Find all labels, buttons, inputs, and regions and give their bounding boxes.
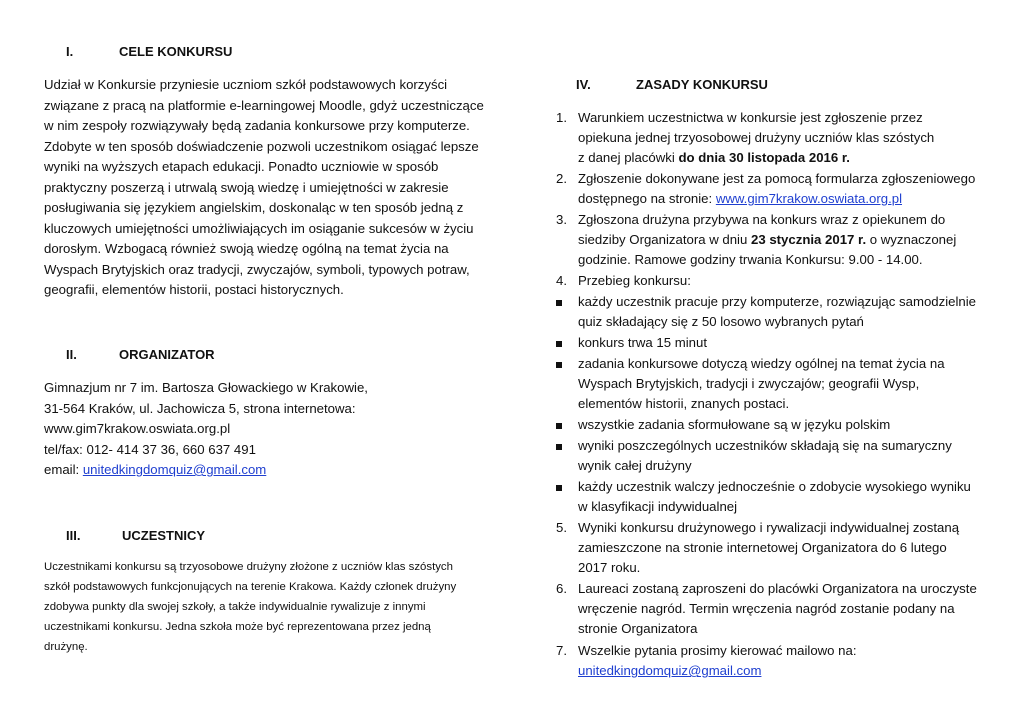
paragraph-line: drużynę.: [44, 641, 88, 653]
paragraph-line: zdobywa punkty dla swojej szkoły, a także indywidualnie rywalizuje z innymi: [44, 601, 426, 613]
paragraph-line: praktyczny poszerzą i utrwalą swoją wiedzę i umiejętności w zakresie: [44, 179, 449, 195]
item-line: [578, 189, 975, 209]
section-number: I.: [66, 44, 74, 59]
contact-email-link[interactable]: unitedkingdomquiz@gmail.com: [578, 663, 762, 679]
bullet-line: quiz składający się z 50 losowo wybranych pytań: [578, 314, 864, 330]
section-title: CELE KONKURSU: [119, 44, 233, 59]
paragraph-line: uczestnikami konkursu. Jedna szkoła może być reprezentowana przez jedną: [44, 621, 431, 633]
paragraph-line: Udział w Konkursie przyniesie uczniom szkół podstawowych korzyści: [44, 77, 448, 92]
section-title: ZASADY KONKURSU: [636, 77, 768, 92]
paragraph-line: posługiwania się językiem angielskim, doskonaląc w ten sposób jedną z: [44, 200, 464, 215]
bullet-line: elementów historii, znanych postaci.: [578, 396, 790, 412]
bullet-line: wynik całej drużyny: [578, 458, 692, 474]
paragraph-line: związane z pracą na platformie e-learningowej Moodle, gdyż uczestniczące: [44, 97, 484, 113]
item-line: Warunkiem uczestnictwa w konkursie jest zgłoszenie przez: [578, 110, 923, 125]
organizator-info: [44, 378, 368, 481]
item-text: dostępnego na stronie:: [578, 191, 716, 207]
bullet-line: wszystkie zadania sformułowane są w języku polskim: [578, 417, 891, 432]
item-line: Wyniki konkursu drużynowego i rywalizacji indywidualnej zostaną: [578, 520, 960, 535]
bullet-icon: [556, 415, 562, 435]
item-line: stronie Organizatora: [578, 621, 698, 637]
item-text: siedziby Organizatora w dniu: [578, 232, 751, 248]
organizer-email-line: [44, 460, 368, 481]
bullet-icon: [556, 477, 562, 497]
website-link[interactable]: www.gim7krakow.oswiata.org.pl: [715, 191, 903, 207]
item-line: opiekuna jednej trzyosobowej drużyny uczniów klas szóstych: [578, 130, 935, 146]
bullet-icon: [556, 436, 562, 456]
paragraph-line: geografii, elementów historii, postaci historycznych.: [44, 282, 344, 297]
item-line: Zgłoszenie dokonywane jest za pomocą formularza zgłoszeniowego: [578, 171, 976, 186]
organizer-address-line: 31-564 Kraków, ul. Jachowicza 5, strona internetowa:: [44, 400, 356, 416]
uczestnicy-paragraph: [44, 557, 456, 657]
organizer-email-link[interactable]: unitedkingdomquiz@gmail.com: [82, 462, 267, 477]
item-line: Przebieg konkursu:: [578, 273, 691, 288]
paragraph-line: Uczestnikami konkursu są trzyosobowe drużyny złożone z uczniów klas szóstych: [44, 561, 453, 573]
paragraph-line: wyniki na wyższych etapach edukacji. Ponadto uczniowie w sposób: [44, 159, 439, 174]
item-number: 5.: [556, 520, 567, 535]
item-line: Zgłoszona drużyna przybywa na konkurs wraz z opiekunem do: [578, 212, 946, 227]
item-line: godzinie. Ramowe godziny trwania Konkursu: 9.00 - 14.00.: [578, 252, 923, 268]
item-number: 7.: [556, 643, 567, 658]
bullet-line: w klasyfikacji indywidualnej: [578, 499, 738, 515]
section-number: II.: [66, 347, 77, 362]
bullet-icon: [556, 292, 562, 312]
organizer-phone: tel/fax: 012- 414 37 36, 660 637 491: [44, 441, 256, 457]
bullet-line: wyniki poszczególnych uczestników składają się na sumaryczny: [578, 438, 952, 453]
item-line: zamieszczone na stronie internetowej Organizatora do 6 lutego: [578, 540, 947, 556]
email-label: email:: [44, 462, 83, 477]
item-number: 2.: [556, 171, 567, 186]
paragraph-line: Wyspach Brytyjskich oraz tradycji, zwyczajów, symboli, typowych potraw,: [44, 261, 470, 277]
item-text: o wyznaczonej: [866, 232, 957, 248]
item-line: 2017 roku.: [578, 560, 641, 576]
organizer-address-line: Gimnazjum nr 7 im. Bartosza Głowackiego w Krakowie,: [44, 380, 368, 395]
paragraph-line: szkół podstawowych funkcjonujących na terenie Krakowa. Każdy członek drużyny: [44, 581, 457, 593]
registration-deadline: do dnia 30 listopada 2016 r.: [678, 150, 850, 166]
section-number: III.: [66, 528, 81, 543]
paragraph-line: dorosłym. Wzbogacą również swoją wiedzę ogólną na temat życia na: [44, 241, 449, 256]
item-number: 6.: [556, 581, 567, 596]
contest-date: 23 stycznia 2017 r.: [751, 232, 867, 248]
bullet-line: zadania konkursowe dotyczą wiedzy ogólnej na temat życia na: [578, 356, 945, 371]
bullet-line: Wyspach Brytyjskich, tradycji i zwyczajów; geografii Wysp,: [578, 376, 920, 392]
cele-paragraph: [44, 75, 484, 301]
section-title: ORGANIZATOR: [119, 347, 215, 362]
item-number: 3.: [556, 212, 567, 227]
paragraph-line: Zdobyte w ten sposób doświadczenie pozwoli uczestnikom osiągać lepsze: [44, 138, 479, 154]
item-line: Wszelkie pytania prosimy kierować mailowo na:: [578, 643, 857, 658]
section-title: UCZESTNICY: [122, 528, 206, 543]
bullet-line: konkurs trwa 15 minut: [578, 335, 707, 350]
item-number: 4.: [556, 273, 567, 288]
bullet-icon: [556, 354, 562, 374]
item-number: 1.: [556, 110, 567, 125]
paragraph-line: w nim zespoły rozwiązywały będą zadania konkursowe przy komputerze.: [44, 118, 470, 133]
bullet-line: każdy uczestnik pracuje przy komputerze, rozwiązując samodzielnie: [578, 294, 976, 309]
bullet-icon: [556, 333, 562, 353]
item-line: [578, 661, 857, 681]
item-text: z danej placówki: [578, 150, 679, 166]
paragraph-line: kluczowych umiejętności umożliwiających im osiąganie sukcesów w życiu: [44, 220, 474, 236]
item-line: [578, 148, 934, 168]
item-line: Laureaci zostaną zaproszeni do placówki Organizatora na uroczyste: [578, 581, 977, 596]
section-number: IV.: [576, 77, 591, 92]
item-line: [578, 230, 956, 250]
bullet-line: każdy uczestnik walczy jednocześnie o zdobycie wysokiego wyniku: [578, 479, 971, 494]
item-line: wręczenie nagród. Termin wręczenia nagród zostanie podany na: [578, 601, 955, 617]
organizer-website: www.gim7krakow.oswiata.org.pl: [44, 421, 231, 436]
